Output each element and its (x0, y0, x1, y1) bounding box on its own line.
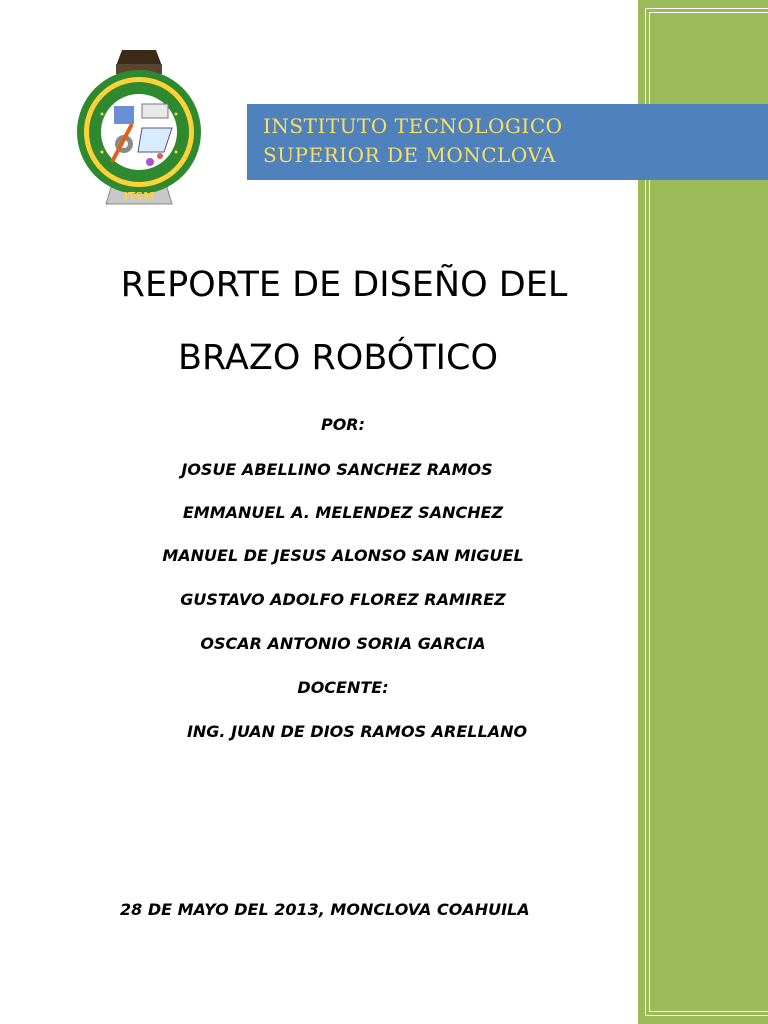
border-line (649, 1011, 768, 1012)
institution-name-line2: SUPERIOR DE MONCLOVA (263, 143, 556, 167)
author-name: OSCAR ANTONIO SORIA GARCIA (200, 634, 486, 653)
teacher-label: DOCENTE: (297, 678, 389, 697)
by-label: POR: (320, 415, 366, 434)
report-title-line1: REPORTE DE DISEÑO DEL (120, 265, 568, 305)
author-name: GUSTAVO ADOLFO FLOREZ RAMIREZ (180, 590, 506, 609)
author-name: EMMANUEL A. MELENDEZ SANCHEZ (182, 503, 504, 522)
border-line (645, 8, 768, 9)
report-title-line2: BRAZO ROBÓTICO (177, 338, 498, 378)
institute-logo (72, 44, 206, 212)
teacher-name: ING. JUAN DE DIOS RAMOS ARELLANO (186, 722, 528, 741)
author-name: JOSUE ABELLINO SANCHEZ RAMOS (181, 460, 493, 479)
border-line (649, 12, 768, 13)
logo-letters: ITSM (123, 190, 155, 203)
institution-banner (247, 104, 768, 180)
logo-seal-icon (72, 44, 206, 212)
border-line (645, 1015, 768, 1016)
date-place: 28 DE MAYO DEL 2013, MONCLOVA COAHUILA (120, 900, 530, 919)
author-name: MANUEL DE JESUS ALONSO SAN MIGUEL (162, 546, 524, 565)
institution-name-line1: INSTITUTO TECNOLOGICO (263, 114, 563, 138)
